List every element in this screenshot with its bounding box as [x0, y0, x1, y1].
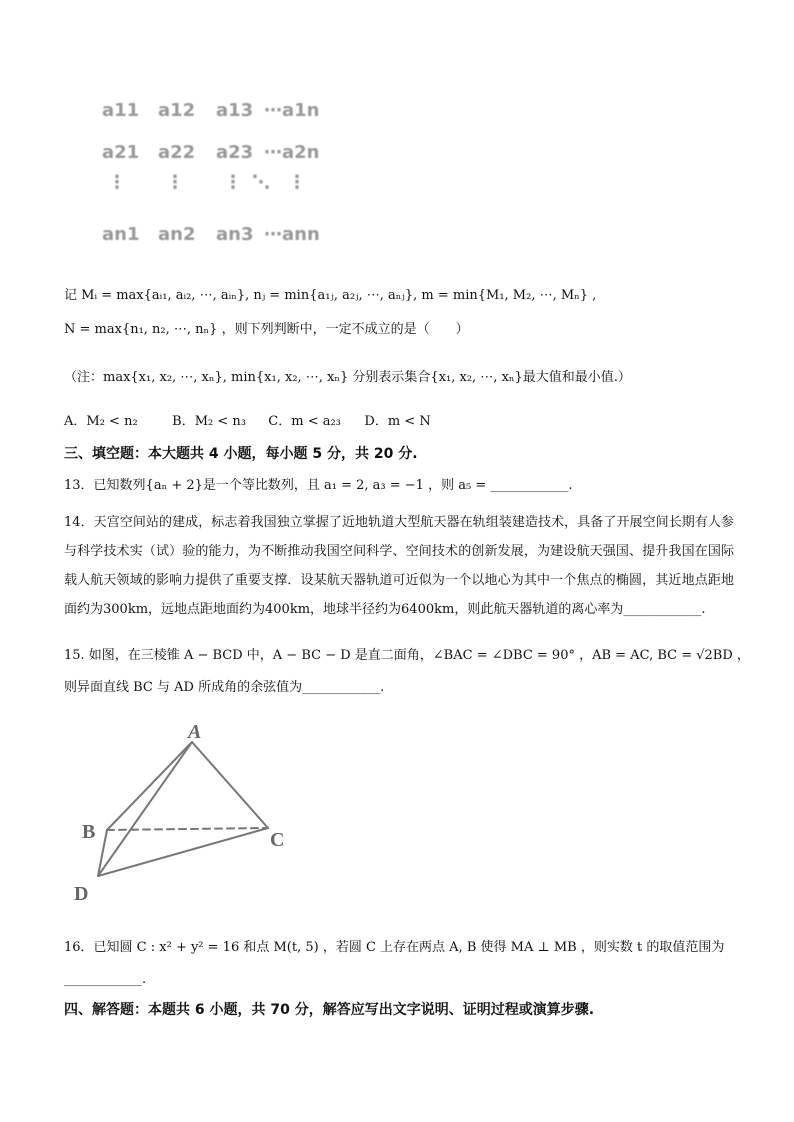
- label-b: B: [82, 821, 96, 843]
- edge-ad: [98, 742, 192, 876]
- option-d: D．m < N: [364, 414, 431, 429]
- q12-options: [64, 410, 456, 429]
- matrix-cell: an1: [102, 224, 140, 245]
- label-d: D: [74, 883, 89, 905]
- matrix-image: [92, 92, 352, 262]
- matrix-cell: ⋱: [252, 172, 270, 193]
- matrix-cell: ⋯a2n: [264, 142, 320, 163]
- q12-note: （注：max{x₁, x₂, ⋯, xₙ}, min{x₁, x₂, ⋯, xₙ} 分别表示集合{x₁, x₂, ⋯, xₙ}最大值和最小值.）: [64, 370, 631, 385]
- matrix-cell: ⋮: [288, 172, 306, 193]
- q12-definition: 记 Mᵢ = max{aᵢ₁, aᵢ₂, ⋯, aᵢₙ}, nⱼ = min{a₁ⱼ, a₂ⱼ, ⋯, aₙⱼ}, m = min{M₁, M₂, ⋯, Mₙ} ,: [64, 288, 597, 303]
- question-14: 14．天宫空间站的建成，标志着我国独立掌握了近地轨道大型航天器在轨组装建造技术，具备了开展空间长期有人参与科学技术实（试）验的能力，为不断推动我国空间科学、空间技术的创新发展，为建设航天强国、提升我国在国际载人航天领域的影响力提供了重要支撑．设某航天器轨道可近似为一个以地心为其中一个焦点的椭圆，其近地点距地面约为300km，远地点距地面约为400km，地球半径约为6400km，则此航天器轨道的离心率为____________.: [64, 515, 734, 617]
- matrix-cell: a12: [158, 100, 196, 121]
- matrix-cell: a23: [216, 142, 254, 163]
- label-a: A: [188, 721, 202, 743]
- option-b: B．M₂ < n₃: [172, 414, 246, 429]
- matrix-cell: a22: [158, 142, 196, 163]
- matrix-cell: an2: [158, 224, 196, 245]
- option-a: A．M₂ < n₂: [64, 414, 138, 429]
- matrix-cell: ⋯ann: [264, 224, 320, 245]
- matrix-cell: a11: [102, 100, 140, 121]
- question-15-line1: 15. 如图，在三棱锥 A − BCD 中，A − BC − D 是直二面角，∠BAC = ∠DBC = 90° ，AB = AC, BC = √2BD ，: [64, 648, 750, 663]
- edge-ac: [192, 742, 268, 828]
- matrix-cell: ⋮: [166, 172, 184, 193]
- matrix-cell: ⋮: [108, 172, 126, 193]
- matrix-cell: a21: [102, 142, 140, 163]
- matrix-cell: ⋯a1n: [264, 100, 320, 121]
- question-15-line2: 则异面直线 BC 与 AD 所成角的余弦值为____________.: [64, 680, 385, 695]
- matrix-cell: an3: [216, 224, 254, 245]
- q12-question: N = max{n₁, n₂, ⋯, nₙ} ，则下列判断中，一定不成立的是（ ）: [64, 322, 469, 337]
- label-c: C: [270, 829, 285, 851]
- section-4-title: 四、解答题：本题共 6 小题，共 70 分，解答应写出文字说明、证明过程或演算步骤.: [64, 1002, 595, 1018]
- section-3-title: 三、填空题：本大题共 4 小题，每小题 5 分，共 20 分.: [64, 446, 418, 462]
- matrix-cell: ⋮: [224, 172, 242, 193]
- matrix-cell: a13: [216, 100, 254, 121]
- option-c: C．m < a₂₃: [268, 414, 341, 429]
- question-16-line2: ____________.: [64, 972, 147, 987]
- question-13: 13．已知数列{aₙ + 2}是一个等比数列，且 a₁ = 2, a₃ = −1 ，则 a₅ = ____________.: [64, 478, 573, 493]
- question-16-line1: 16．已知圆 C : x² + y² = 16 和点 M(t, 5) ，若圆 C 上存在两点 A, B 使得 MA ⊥ MB ，则实数 t 的取值范围为: [64, 940, 725, 955]
- edge-ab: [107, 742, 192, 830]
- pyramid-figure: [70, 718, 300, 908]
- edge-dc: [98, 828, 268, 876]
